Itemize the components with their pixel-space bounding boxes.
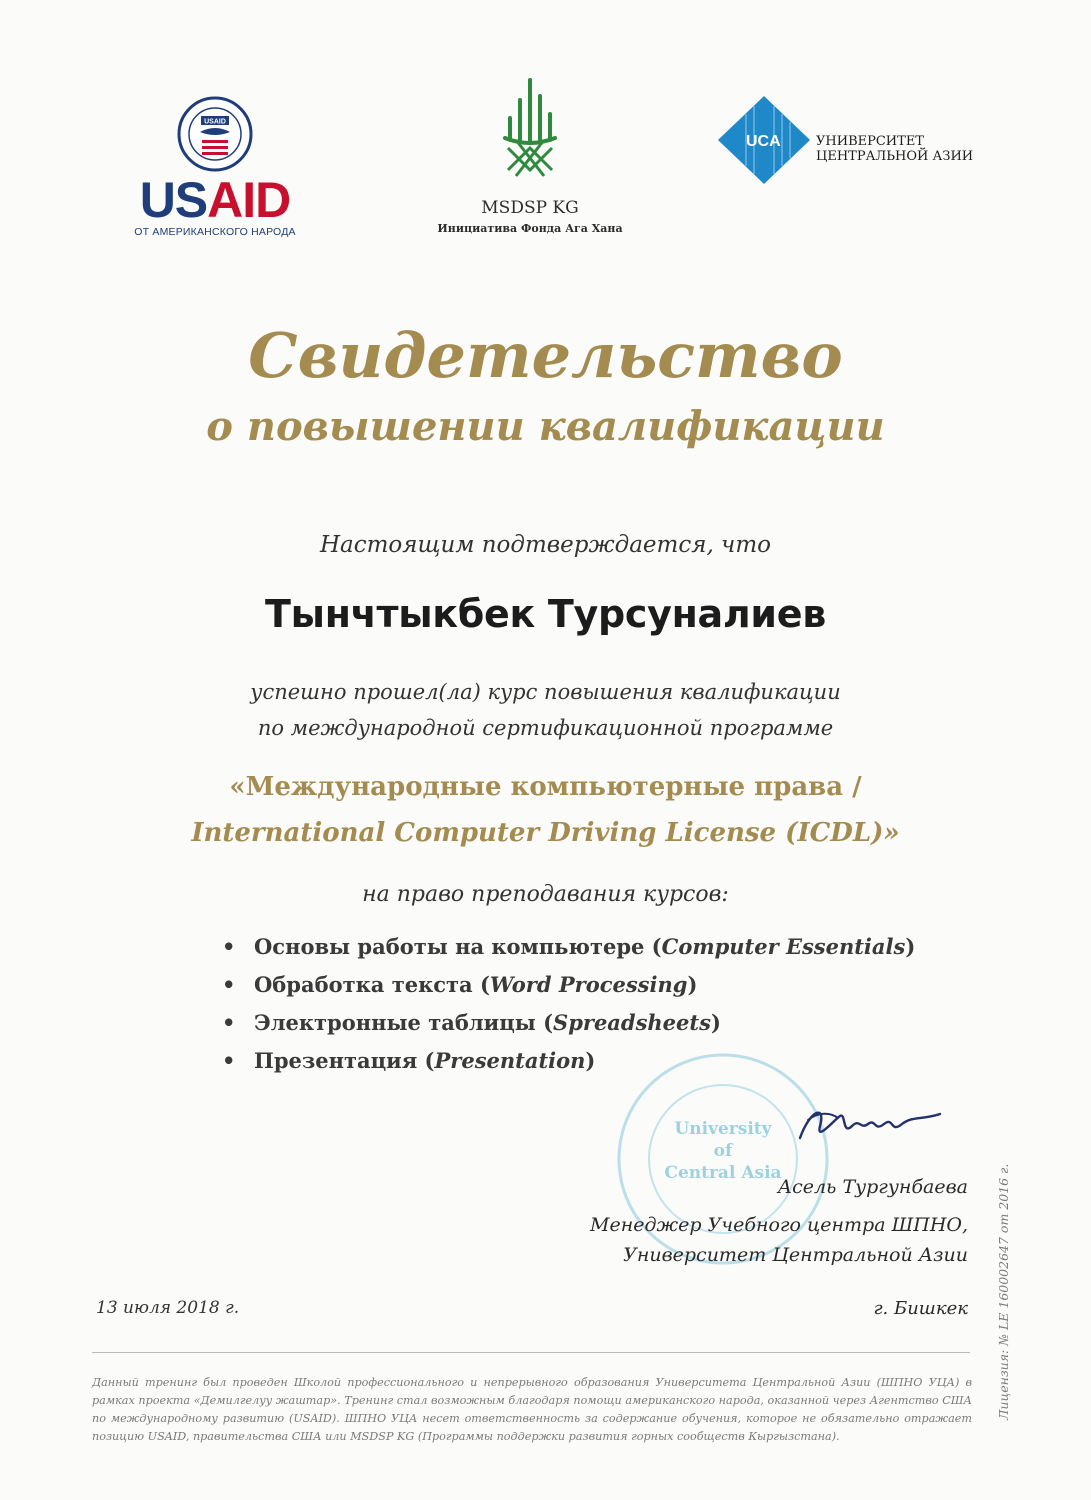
signer-organization: Университет Центральной Азии — [623, 1244, 968, 1266]
recipient-name: Тынчтыкбек Турсуналиев — [265, 592, 826, 636]
issue-city: г. Бишкек — [873, 1298, 968, 1319]
usaid-wordmark: USAID — [139, 172, 291, 228]
uca-name-line1: УНИВЕРСИТЕТ — [816, 134, 924, 149]
list-item: • Презентация (Presentation) — [222, 1044, 942, 1082]
program-name-en: International Computer Driving License (ICDL)» — [191, 818, 900, 848]
uca-name — [816, 134, 976, 164]
course-name-ru: Обработка текста — [254, 972, 473, 997]
course-name-ru: Презентация — [254, 1048, 418, 1073]
course-list — [222, 930, 942, 1082]
msdsp-name: MSDSP KG — [481, 198, 579, 218]
signer-title: Менеджер Учебного центра ШПНО, — [590, 1214, 968, 1236]
license-number: Лицензия: № LE 160002647 от 2016 г. — [996, 1163, 1011, 1420]
usaid-logo — [124, 96, 306, 244]
bullet-icon: • — [222, 1010, 236, 1035]
course-name-ru: Основы работы на компьютере — [254, 934, 645, 959]
list-item: • Электронные таблицы (Spreadsheets) — [222, 1006, 942, 1044]
course-name-en: Word Processing — [489, 972, 688, 997]
svg-text:UCA: UCA — [746, 133, 781, 150]
certificate-subtitle: о повышении квалификации — [206, 403, 885, 450]
svg-text:Central Asia: Central Asia — [664, 1163, 782, 1183]
passed-line-1: успешно прошел(ла) курс повышения квалификации — [250, 680, 841, 704]
teaching-right-text: на право преподавания курсов: — [362, 882, 729, 907]
course-name-en: Computer Essentials — [661, 934, 906, 959]
uca-name-line2: ЦЕНТРАЛЬНОЙ АЗИИ — [816, 149, 974, 164]
issue-date: 13 июля 2018 г. — [96, 1298, 240, 1318]
msdsp-emblem-icon — [430, 70, 630, 190]
msdsp-subtitle: Инициатива Фонда Ага Хана — [437, 222, 623, 235]
signature — [790, 1090, 950, 1160]
course-name-ru: Электронные таблицы — [254, 1010, 536, 1035]
usaid-seal-icon — [124, 96, 306, 176]
footer-divider — [92, 1352, 970, 1353]
bullet-icon: • — [222, 1048, 236, 1073]
confirm-text: Настоящим подтверждается, что — [319, 532, 772, 558]
svg-text:of: of — [713, 1141, 733, 1161]
signer-name: Асель Тургунбаева — [777, 1176, 968, 1198]
certificate-title: Свидетельство — [248, 319, 843, 392]
uca-logo — [716, 94, 976, 186]
passed-line-2: по международной сертификационной программе — [257, 716, 834, 740]
footer-disclaimer: Данный тренинг был проведен Школой профессионального и непрерывного образования Университета Центральной Азии (ШПНО УЦА) в рамках проекта «Демилгелуу жаштар». Тренинг стал возможным благодаря помощи американского народа, оказанной через Агентство США по международному развитию (USAID). ШПНО УЦА несет ответственность за содержание обучения, которое не обязательно отражает позицию USAID, правительства США или MSDSP KG (Программы поддержки развития горных сообществ Кыргызстана). — [92, 1376, 972, 1443]
bullet-icon: • — [222, 934, 236, 959]
program-name-ru: «Международные компьютерные права / — [229, 772, 862, 802]
list-item: • Обработка текста (Word Processing) — [222, 968, 942, 1006]
svg-text:USAID: USAID — [204, 118, 226, 126]
course-name-en: Presentation — [434, 1048, 586, 1073]
msdsp-logo — [430, 70, 630, 242]
bullet-icon: • — [222, 972, 236, 997]
usaid-tagline: ОТ АМЕРИКАНСКОГО НАРОДА — [134, 226, 296, 238]
uca-diamond-icon — [716, 94, 812, 186]
svg-text:University: University — [674, 1119, 772, 1139]
course-name-en: Spreadsheets — [553, 1010, 711, 1035]
list-item: • Основы работы на компьютере (Computer Essentials) — [222, 930, 942, 968]
